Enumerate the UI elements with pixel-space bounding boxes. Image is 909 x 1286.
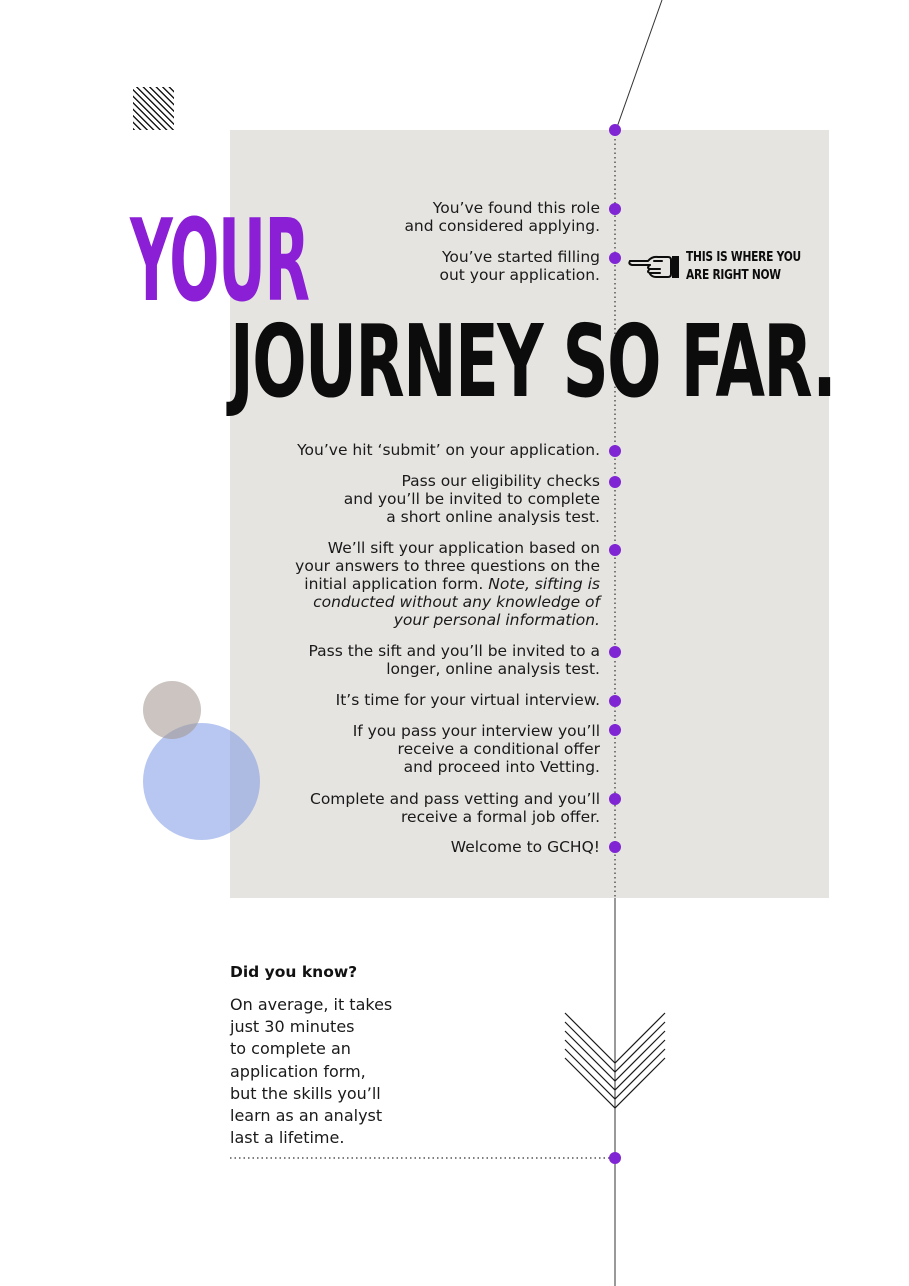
step-dot: [609, 793, 621, 805]
step-dot: [609, 544, 621, 556]
you-are-here-label: THIS IS WHERE YOU ARE RIGHT NOW: [686, 250, 801, 283]
step-dot: [609, 841, 621, 853]
timeline-step-3: You’ve hit ‘submit’ on your application.: [297, 441, 600, 459]
title-journey-so-far: JOURNEY SO FAR.: [230, 304, 836, 421]
step-dot: [609, 203, 621, 215]
timeline-step-5: We’ll sift your application based on your answers to three questions on the initial application form. Note, sifting is conducted without any knowledge of your personal information.: [295, 539, 600, 629]
did-you-know-body: On average, it takes just 30 minutes to complete an application form, but the skills you’ll learn as an analyst last a lifetime.: [230, 995, 393, 1148]
timeline-step-9: Complete and pass vetting and you’ll receive a formal job offer.: [310, 790, 600, 826]
step-dot: [609, 445, 621, 457]
timeline-step-6: Pass the sift and you’ll be invited to a longer, online analysis test.: [308, 642, 600, 678]
step-dot: [609, 695, 621, 707]
timeline-step-2: You’ve started filling out your application.: [439, 248, 600, 284]
step-dot: [609, 646, 621, 658]
did-you-know-heading: Did you know?: [230, 963, 358, 981]
pointing-hand-icon: [628, 252, 680, 280]
timeline-step-7: It’s time for your virtual interview.: [335, 691, 600, 709]
timeline-step-1: You’ve found this role and considered applying.: [404, 199, 600, 235]
step-dot: [609, 252, 621, 264]
title-your: YOUR: [130, 196, 309, 328]
step-dot: [609, 476, 621, 488]
timeline-step-10: Welcome to GCHQ!: [450, 838, 600, 856]
timeline-step-8: If you pass your interview you’ll receive a conditional offer and proceed into Vetting.: [352, 722, 600, 776]
timeline-start-dot: [609, 124, 621, 136]
timeline-step-4: Pass our eligibility checks and you’ll be invited to complete a short online analysis test.: [343, 472, 600, 526]
timeline-end-dot: [609, 1152, 621, 1164]
chevron-down-icon: [563, 1005, 667, 1115]
diagonal-entry-line: [616, 0, 662, 130]
step-dot: [609, 724, 621, 736]
